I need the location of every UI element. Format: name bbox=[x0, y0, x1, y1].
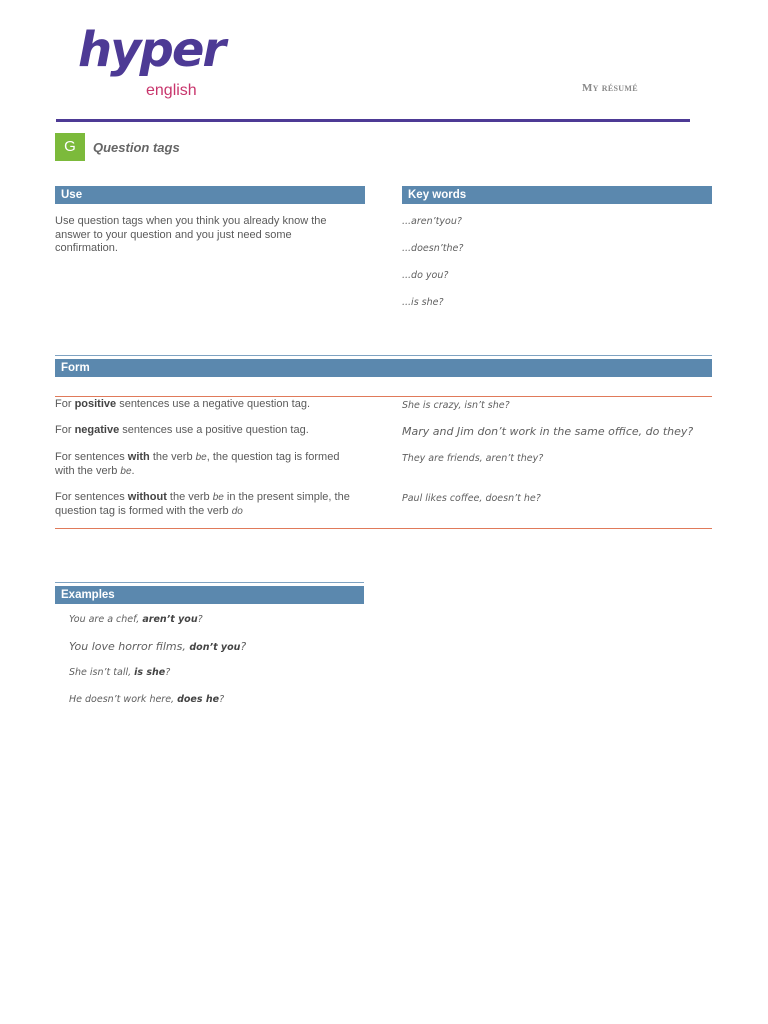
examples-topline bbox=[55, 582, 364, 583]
grammar-badge: G bbox=[55, 133, 85, 161]
example-item: He doesn’t work here, does he? bbox=[69, 694, 225, 705]
use-body: Use question tags when you think you already know the answer to your question and you just need some confirmation. bbox=[55, 215, 327, 254]
key-word-item: ...aren’tyou? bbox=[402, 216, 462, 227]
form-example-without-be: Paul likes coffee, doesn’t he? bbox=[402, 493, 541, 504]
form-example-positive: She is crazy, isn’t she? bbox=[402, 400, 510, 411]
key-word-item: ...is she? bbox=[402, 297, 444, 308]
example-item: You love horror films, don’t you? bbox=[69, 640, 247, 653]
form-rule-with-be: For sentences with the verb be, the question tag is formed with the verb be. bbox=[55, 451, 340, 477]
key-word-item: ...do you? bbox=[402, 270, 449, 281]
example-item: She isn’t tall, is she? bbox=[69, 667, 171, 678]
header-rule bbox=[56, 119, 690, 122]
use-heading: Use bbox=[55, 186, 365, 204]
form-example-with-be: They are friends, aren’t they? bbox=[402, 453, 544, 464]
key-words-heading: Key words bbox=[402, 186, 712, 204]
form-heading: Form bbox=[55, 359, 712, 377]
form-rule-positive: For positive sentences use a negative question tag. bbox=[55, 398, 310, 410]
example-item: You are a chef, aren’t you? bbox=[69, 614, 203, 625]
form-example-negative: Mary and Jim don’t work in the same office, do they? bbox=[402, 425, 694, 438]
form-rule-bottom bbox=[55, 528, 712, 529]
form-rule-top bbox=[55, 396, 712, 397]
form-rule-negative: For negative sentences use a positive question tag. bbox=[55, 424, 309, 436]
doc-label: My résumé bbox=[582, 82, 638, 94]
form-rule-without-be: For sentences without the verb be in the present simple, the question tag is formed with the verb do bbox=[55, 491, 350, 517]
page-title: Question tags bbox=[93, 140, 180, 155]
form-topline bbox=[55, 355, 712, 356]
key-word-item: ...doesn’the? bbox=[402, 243, 464, 254]
logo-hyper: hyper bbox=[78, 22, 225, 78]
examples-heading: Examples bbox=[55, 586, 364, 604]
logo-english: english bbox=[146, 82, 197, 99]
